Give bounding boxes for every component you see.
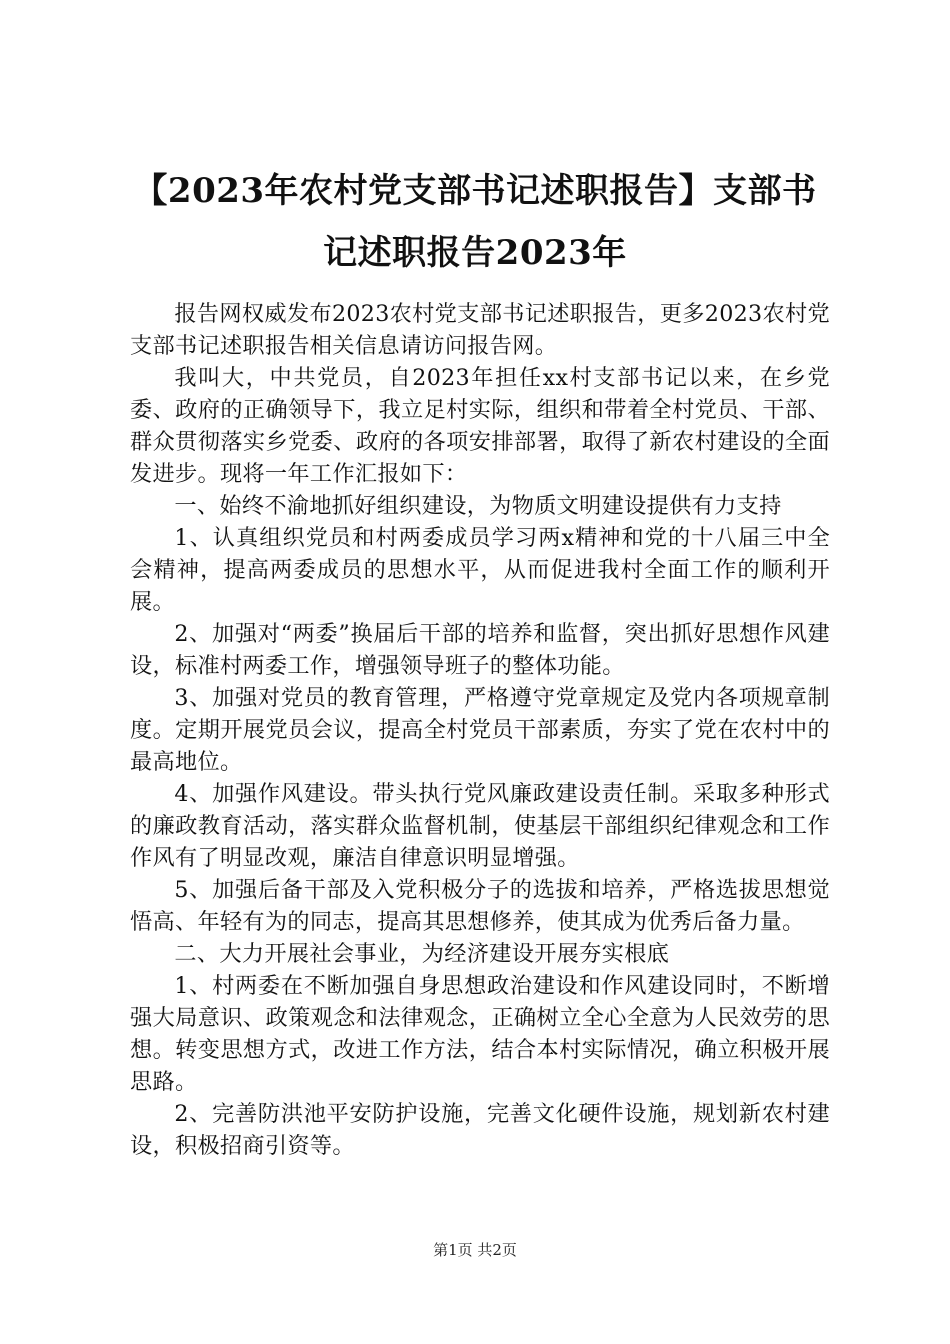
paragraph-1-3: 3、加强对党员的教育管理，严格遵守党章规定及党内各项规章制度。定期开展党员会议，提高全村党员干部素质，夯实了党在农村中的最高地位。 xyxy=(130,685,830,775)
paragraph-intro: 报告网权威发布2023农村党支部书记述职报告，更多2023农村党支部书记述职报告相关信息请访问报告网。 xyxy=(130,301,830,359)
section-heading-1: 一、始终不渝地抓好组织建设，为物质文明建设提供有力支持 xyxy=(174,493,782,519)
paragraph-1-4: 4、加强作风建设。带头执行党风廉政建设责任制。采取多种形式的廉政教育活动，落实群众监督机制，使基层干部组织纪律观念和工作作风有了明显改观，廉洁自律意识明显增强。 xyxy=(130,781,830,871)
paragraph-2-2: 2、完善防洪池平安防护设施，完善文化硬件设施，规划新农村建设，积极招商引资等。 xyxy=(130,1101,830,1159)
paragraph-1-2: 2、加强对“两委”换届后干部的培养和监督，突出抓好思想作风建设，标准村两委工作，增强领导班子的整体功能。 xyxy=(130,621,830,679)
paragraph-self-introduction: 我叫大，中共党员，自2023年担任xx村支部书记以来，在乡党委、政府的正确领导下，我立足村实际，组织和带着全村党员、干部、群众贯彻落实乡党委、政府的各项安排部署，取得了新农村建设的全面发进步。现将一年工作汇报如下： xyxy=(130,365,830,487)
document-body xyxy=(130,298,830,1162)
paragraph-1-5: 5、加强后备干部及入党积极分子的选拔和培养，严格选拔思想觉悟高、年轻有为的同志，提高其思想修养，使其成为优秀后备力量。 xyxy=(130,877,830,935)
section-heading-2: 二、大力开展社会事业，为经济建设开展夯实根底 xyxy=(174,941,670,967)
document-title xyxy=(120,160,830,284)
paragraph-2-1: 1、村两委在不断加强自身思想政治建设和作风建设同时，不断增强大局意识、政策观念和法律观念，正确树立全心全意为人民效劳的思想。转变思想方式，改进工作方法，结合本村实际情况，确立积极开展思路。 xyxy=(130,973,830,1095)
title-line-2: 记述职报告2023年 xyxy=(323,233,627,273)
title-line-1: 【2023年农村党支部书记述职报告】支部书 xyxy=(133,171,817,211)
page-footer: 第1页 共2页 xyxy=(433,1241,517,1259)
paragraph-1-1: 1、认真组织党员和村两委成员学习两x精神和党的十八届三中全会精神，提高两委成员的思想水平，从而促进我村全面工作的顺利开展。 xyxy=(130,525,830,615)
